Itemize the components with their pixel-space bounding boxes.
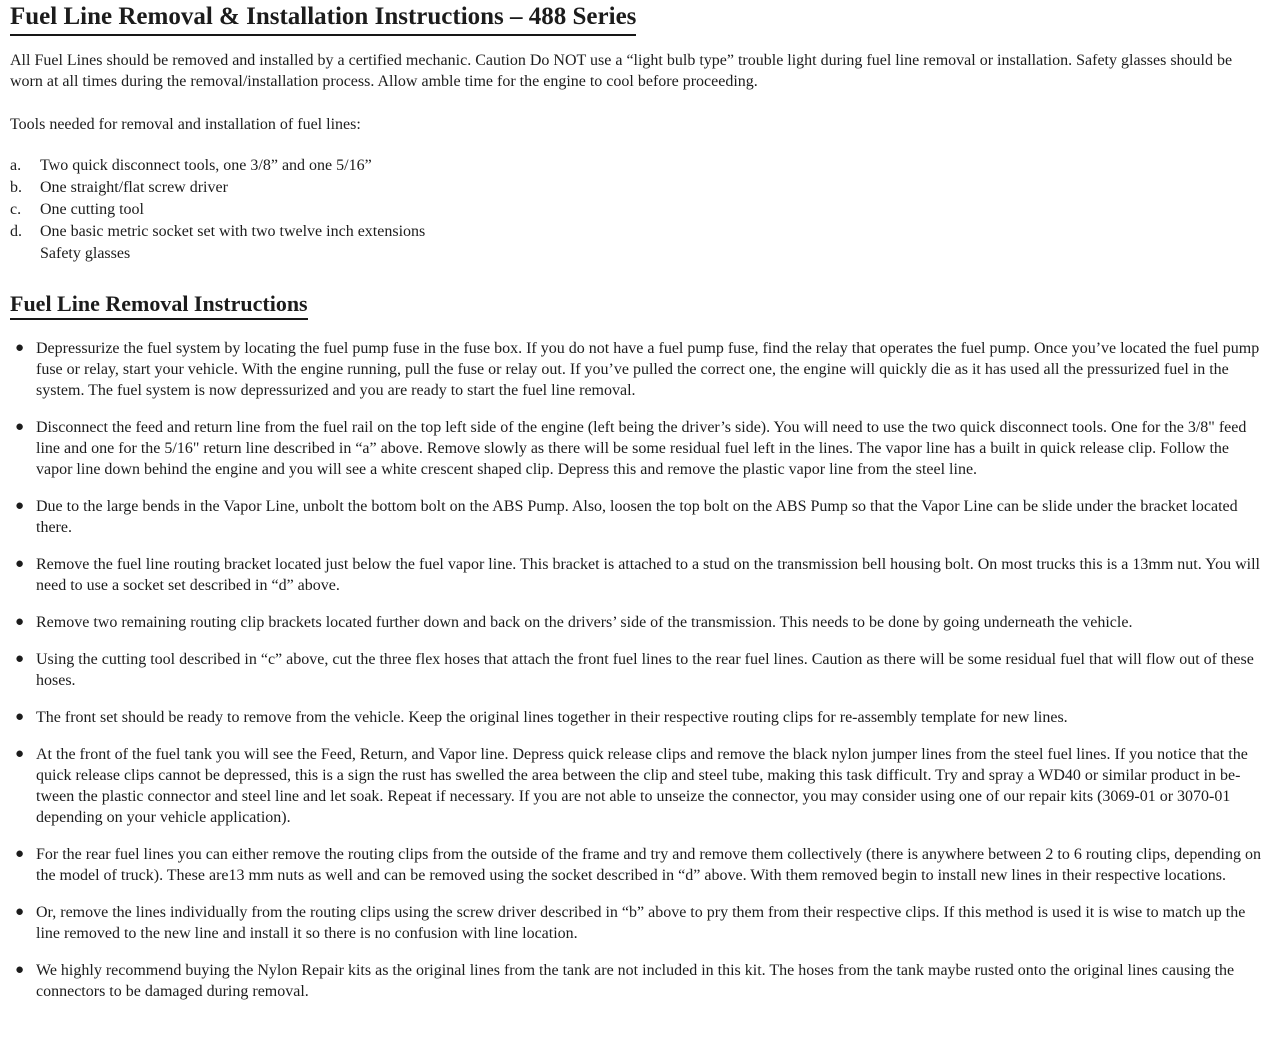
bullet-icon: ●: [15, 846, 25, 863]
instruction-item: [10, 902, 1264, 944]
bullet-icon: ●: [15, 340, 25, 357]
instruction-item: [10, 707, 1264, 728]
instruction-text: Due to the large bends in the Vapor Line, unbolt the bottom bolt on the ABS Pump. Also, loosen the top bolt on the ABS Pump so that the Vapor Line can be slide under the bracket located there.: [36, 498, 1238, 537]
section-heading-text: Fuel Line Removal Instructions: [10, 291, 308, 320]
tools-list-item-b: [10, 177, 1264, 199]
list-marker: a.: [10, 156, 22, 174]
list-item-text: Two quick disconnect tools, one 3/8” and one 5/16”: [40, 156, 372, 174]
bullet-icon: ●: [15, 556, 25, 573]
bullet-icon: ●: [15, 746, 25, 763]
instruction-text: At the front of the fuel tank you will see the Feed, Return, and Vapor line. Depress quick release clips and remove the black nylon jumper lines from the steel fuel lines. If you notice that the quick release clips cannot be depressed, this is a sign the rust has swelled the area between the clip and steel tube, making this task difficult. Try and spray a WD40 or similar product in be-tween the plastic connector and steel line and let soak. Repeat if necessary. If you are not able to unseize the connector, you may consider using one of our repair kits (3069-01 or 3070-01 depending on your vehicle application).: [36, 746, 1248, 827]
instruction-text: For the rear fuel lines you can either remove the routing clips from the outside of the frame and try and remove them collectively (there is anywhere between 2 to 6 routing clips, depending on the model of truck). These are13 mm nuts as well and can be removed using the socket described in “d” above. With them removed begin to install new lines in their respective locations.: [36, 846, 1261, 885]
instruction-text: Or, remove the lines individually from the routing clips using the screw driver described in “b” above to pry them from their respective clips. If this method is used it is wise to match up the line removed to the new line and install it so there is no confusion with line location.: [36, 904, 1246, 943]
instruction-item: [10, 612, 1264, 633]
tools-intro-paragraph: Tools needed for removal and installation of fuel lines:: [10, 115, 361, 133]
instruction-item: [10, 417, 1264, 480]
tools-list-item-d: [10, 221, 1264, 243]
section-heading: [10, 291, 1264, 320]
instructions-list: [10, 338, 1264, 1002]
bullet-icon: ●: [15, 962, 25, 979]
list-marker: [10, 243, 40, 265]
bullet-icon: ●: [15, 904, 25, 921]
instruction-text: The front set should be ready to remove from the vehicle. Keep the original lines together in their respective routing clips for re-assembly template for new lines.: [36, 709, 1068, 727]
list-marker: c.: [10, 200, 22, 218]
bullet-icon: ●: [15, 709, 25, 726]
document-title: [10, 3, 1264, 36]
bullet-icon: ●: [15, 651, 25, 668]
list-item-text: One basic metric socket set with two twelve inch extensions: [40, 222, 426, 240]
instruction-item: [10, 554, 1264, 596]
list-marker: b.: [10, 178, 22, 196]
instruction-item: [10, 960, 1264, 1002]
instruction-item: [10, 844, 1264, 886]
list-marker: d.: [10, 222, 22, 240]
instruction-item: [10, 338, 1264, 401]
tools-list-item-a: [10, 155, 1264, 177]
tools-list-item-safety-glasses: [10, 243, 1264, 265]
instruction-text: We highly recommend buying the Nylon Repair kits as the original lines from the tank are not included in this kit. The hoses from the tank maybe rusted onto the original lines causing the connectors to be damaged during removal.: [36, 962, 1235, 1001]
list-item-text: One straight/flat screw driver: [40, 178, 228, 196]
tools-list: [10, 155, 1264, 265]
bullet-icon: ●: [15, 614, 25, 631]
instruction-text: Disconnect the feed and return line from the fuel rail on the top left side of the engine (left being the driver’s side). You will need to use the two quick disconnect tools. One for the 3/8" feed line and one for the 5/16" return line described in “a” above. Remove slowly as there will be some residual fuel left in the lines. The vapor line has a built in quick release clip. Follow the vapor line down behind the engine and you will see a white crescent shaped clip. Depress this and remove the plastic vapor line from the steel line.: [36, 419, 1247, 479]
instruction-item: [10, 496, 1264, 538]
instruction-text: Using the cutting tool described in “c” above, cut the three flex hoses that attach the front fuel lines to the rear fuel lines. Caution as there will be some residual fuel that will flow out of these hoses.: [36, 651, 1254, 690]
instruction-text: Remove two remaining routing clip brackets located further down and back on the drivers’ side of the transmission. This needs to be done by going underneath the vehicle.: [36, 614, 1133, 632]
list-item-text: Safety glasses: [40, 244, 131, 262]
instruction-item: [10, 649, 1264, 691]
bullet-icon: ●: [15, 498, 25, 515]
list-item-text: One cutting tool: [40, 200, 144, 218]
intro-paragraph: All Fuel Lines should be removed and installed by a certified mechanic. Caution Do NOT use a “light bulb type” trouble light during fuel line removal or installation. Safety glasses should be worn at all times during the removal/installation process. Allow amble time for the engine to cool before proceeding.: [10, 51, 1233, 90]
tools-list-item-c: [10, 199, 1264, 221]
bullet-icon: ●: [15, 419, 25, 436]
instruction-item: [10, 744, 1264, 828]
instruction-text: Remove the fuel line routing bracket located just below the fuel vapor line. This bracket is attached to a stud on the transmission bell housing bolt. On most trucks this is a 13mm nut. You will need to use a socket set described in “d” above.: [36, 556, 1260, 595]
instruction-text: Depressurize the fuel system by locating the fuel pump fuse in the fuse box. If you do not have a fuel pump fuse, find the relay that operates the fuel pump. Once you’ve located the fuel pump fuse or relay, start your vehicle. With the engine running, pull the fuse or relay out. If you’ve pulled the correct one, the engine will quickly die as it has used all the pressurized fuel in the system. The fuel system is now depressurized and you are ready to start the fuel line removal.: [36, 340, 1260, 400]
document-title-text: Fuel Line Removal & Installation Instructions – 488 Series: [10, 3, 636, 36]
